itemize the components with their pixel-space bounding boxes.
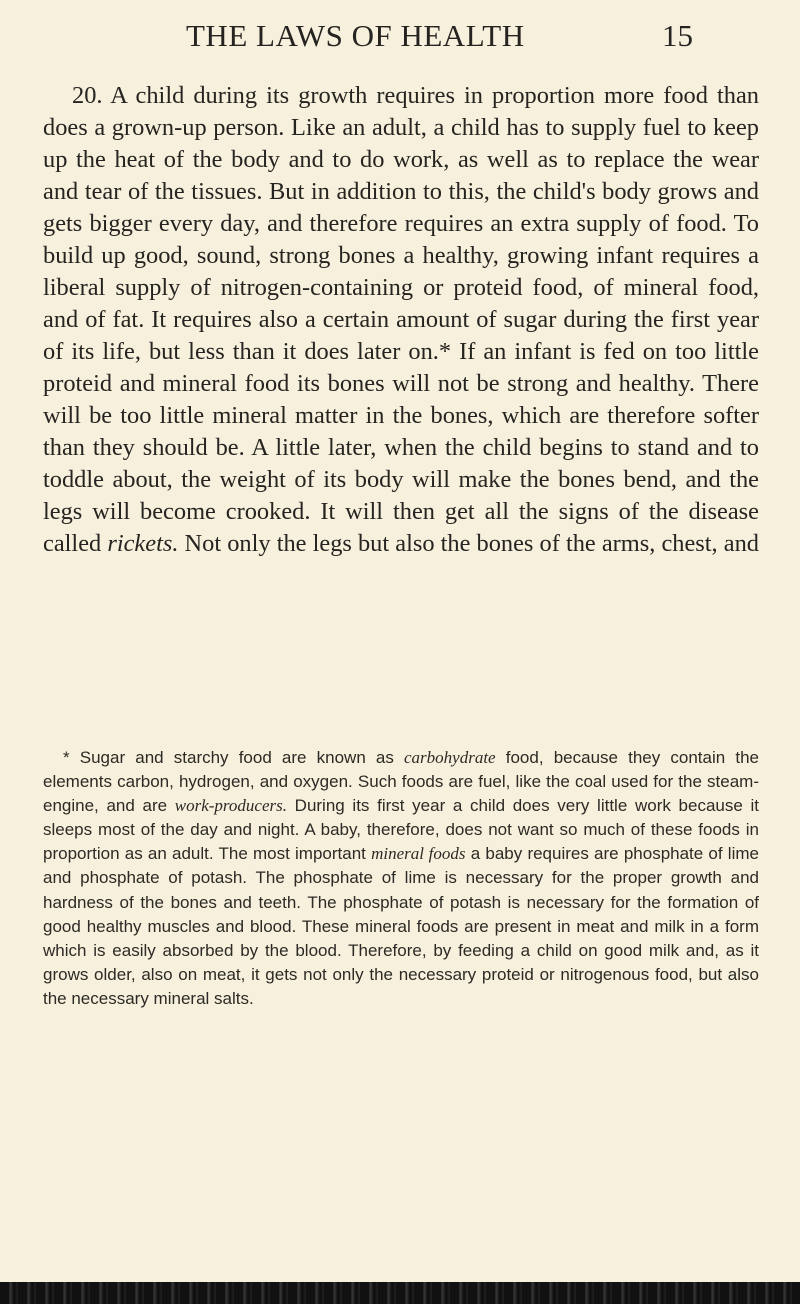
footnote bbox=[43, 746, 759, 1011]
paragraph-text-end: Not only the legs but also the bones of the arms, chest, and bbox=[178, 530, 759, 557]
footnote-text-a: * Sugar and starchy food are known as bbox=[63, 748, 405, 767]
running-head: THE LAWS OF HEALTH bbox=[186, 18, 525, 53]
paragraph-text: 20. A child during its growth requires in proportion more food than does a grown-up person. Like an adult, a child has to supply fuel to keep up the heat of the body and to do work, as well as to replace the wear and tear of the tissues. But in addition to this, the child's body grows and gets bigger every day, and therefore requires an extra supply of food. To build up good, sound, strong bones a healthy, growing infant requires a liberal supply of nitrogen-containing or proteid food, of mineral food, and of fat. It requires also a certain amount of sugar during the first year of its life, but less than it does later on.* If an infant is fed on too little proteid and mineral food its bones will not be strong and healthy. There will be too little mineral matter in the bones, which are therefore softer than they should be. A little later, when the child begins to stand and to toddle about, the weight of its body will make the bones bend, and the legs will become crooked. It will then get all the signs of the disease called bbox=[43, 82, 759, 557]
rickets-term: rickets. bbox=[107, 530, 179, 557]
work-producers-term: work-producers. bbox=[174, 796, 287, 816]
page-header bbox=[0, 18, 800, 58]
footnote-text-b: food, because they contain the elements carbon, hydrogen, and oxygen. Such foods are fuel, like the coal used for the steam-engine, and are bbox=[43, 748, 759, 816]
main-paragraph bbox=[43, 80, 759, 560]
footnote-text-c: During its first year a child does very little work because it sleeps most of the day and night. A baby, therefore, does not want so much of these foods in proportion as an adult. The most important bbox=[43, 796, 759, 864]
carbohydrate-term: carbohydrate bbox=[404, 748, 496, 767]
mineral-foods-term: mineral foods bbox=[371, 844, 466, 864]
scan-edge bbox=[0, 1282, 800, 1304]
page-number: 15 bbox=[662, 18, 693, 53]
footnote-text-d: a baby requires are phosphate of lime and phosphate of potash. The phosphate of lime is necessary for the proper growth and hardness of the bones and teeth. The phosphate of potash is necessary for the formation of good healthy muscles and blood. These mineral foods are present in meat and milk in a form which is easily absorbed by the blood. Therefore, by feeding a child on good milk and, as it grows older, also on meat, it gets not only the necessary proteid or nitrogenous food, but also the necessary mineral salts. bbox=[43, 844, 759, 1008]
